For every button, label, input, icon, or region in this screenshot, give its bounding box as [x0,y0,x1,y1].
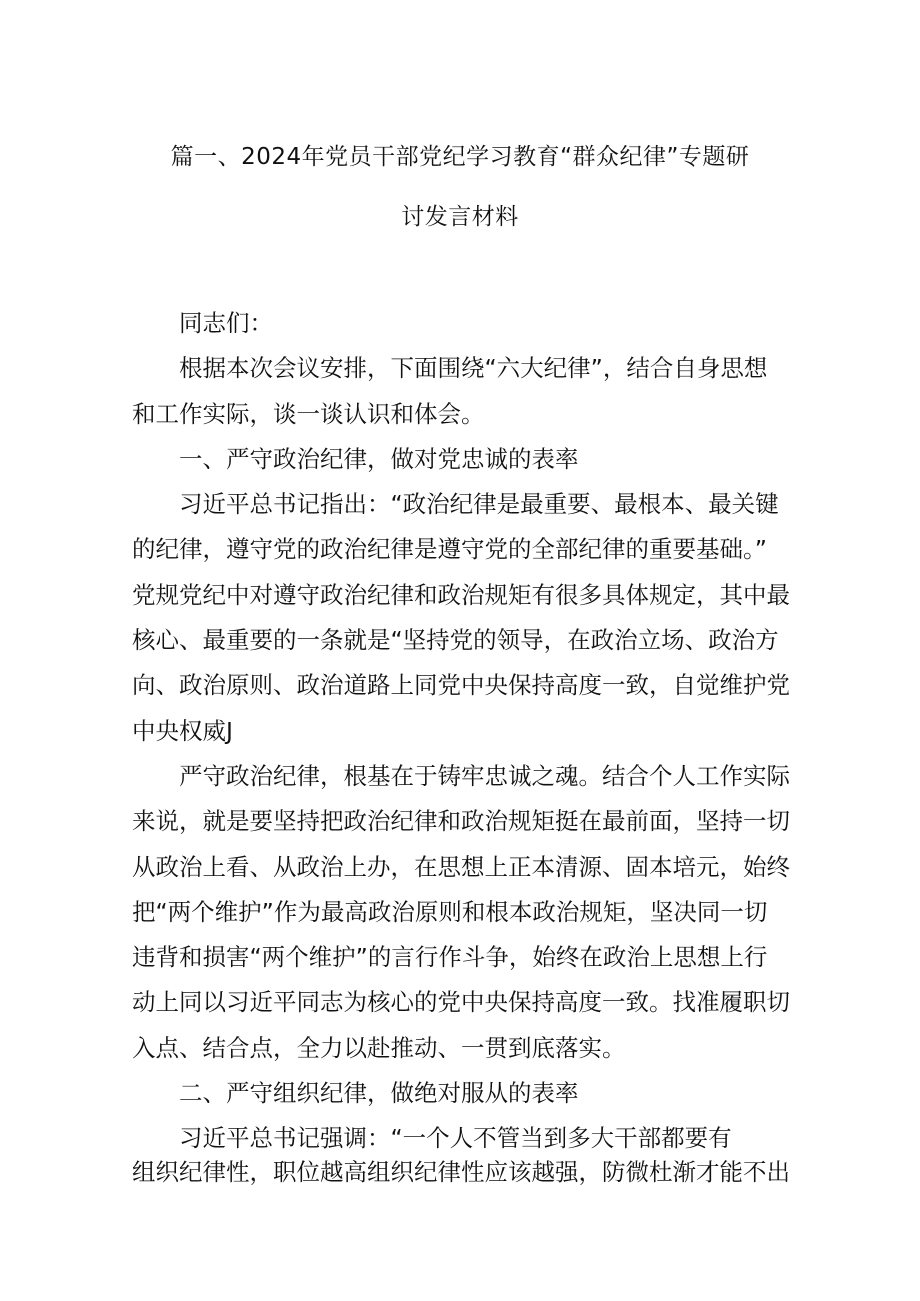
paragraph-line: 违背和损害“两个维护”的言行作斗争，始终在政治上思想上行 [132,943,768,972]
paragraph-line: 向、政治原则、政治道路上同党中央保持高度一致，自觉维护党 [132,671,790,700]
paragraph-line: 核心、最重要的一条就是“坚持党的领导，在政治立场、政治方 [132,626,779,655]
document-title-line-2: 讨发言材料 [401,204,519,230]
paragraph-line: 中央权威J [132,716,233,745]
paragraph-line: 的纪律，遵守党的政治纪律是遵守党的全部纪律的重要基础。” [132,535,767,564]
section-heading-2: 二、严守组织纪律，做绝对服从的表率 [179,1079,579,1108]
paragraph-line: 根据本次会议安排，下面围绕“六大纪律”，结合自身思想 [179,354,768,383]
paragraph-line: 把“两个维护”作为最高政治原则和根本政治规矩，坚决同一切 [132,897,768,926]
paragraph-line: 党规党纪中对遵守政治纪律和政治规矩有很多具体规定，其中最 [132,580,790,609]
section-heading-1: 一、严守政治纪律，做对党忠诚的表率 [179,444,579,473]
paragraph-line: 动上同以习近平同志为核心的党中央保持高度一致。找准履职切 [132,988,790,1017]
paragraph-line: 来说，就是要坚持把政治纪律和政治规矩挺在最前面，坚持一切 [132,807,790,836]
document-body [132,301,792,1162]
paragraph-line: 从政治上看、从政治上办，在思想上正本清源、固本培元，始终 [132,852,790,881]
salutation: 同志们： [179,309,273,337]
document-title-line-1: 篇一、2024年党员干部党纪学习教育“群众纪律”专题研 [170,144,750,170]
paragraph-line: 和工作实际，谈一谈认识和体会。 [132,399,485,428]
paragraph-line: 习近平总书记强调：“一个人不管当到多大干部都要有 [179,1124,732,1153]
continued-paragraph-line: 组织纪律性，职位越高组织纪律性应该越强，防微杜渐才能不出 [132,1158,790,1186]
paragraph-line: 入点、结合点，全力以赴推动、一贯到底落实。 [132,1033,626,1062]
paragraph-line: 习近平总书记指出：“政治纪律是最重要、最根本、最关键 [179,490,779,519]
paragraph-line: 严守政治纪律，根基在于铸牢忠诚之魂。结合个人工作实际 [179,761,790,790]
